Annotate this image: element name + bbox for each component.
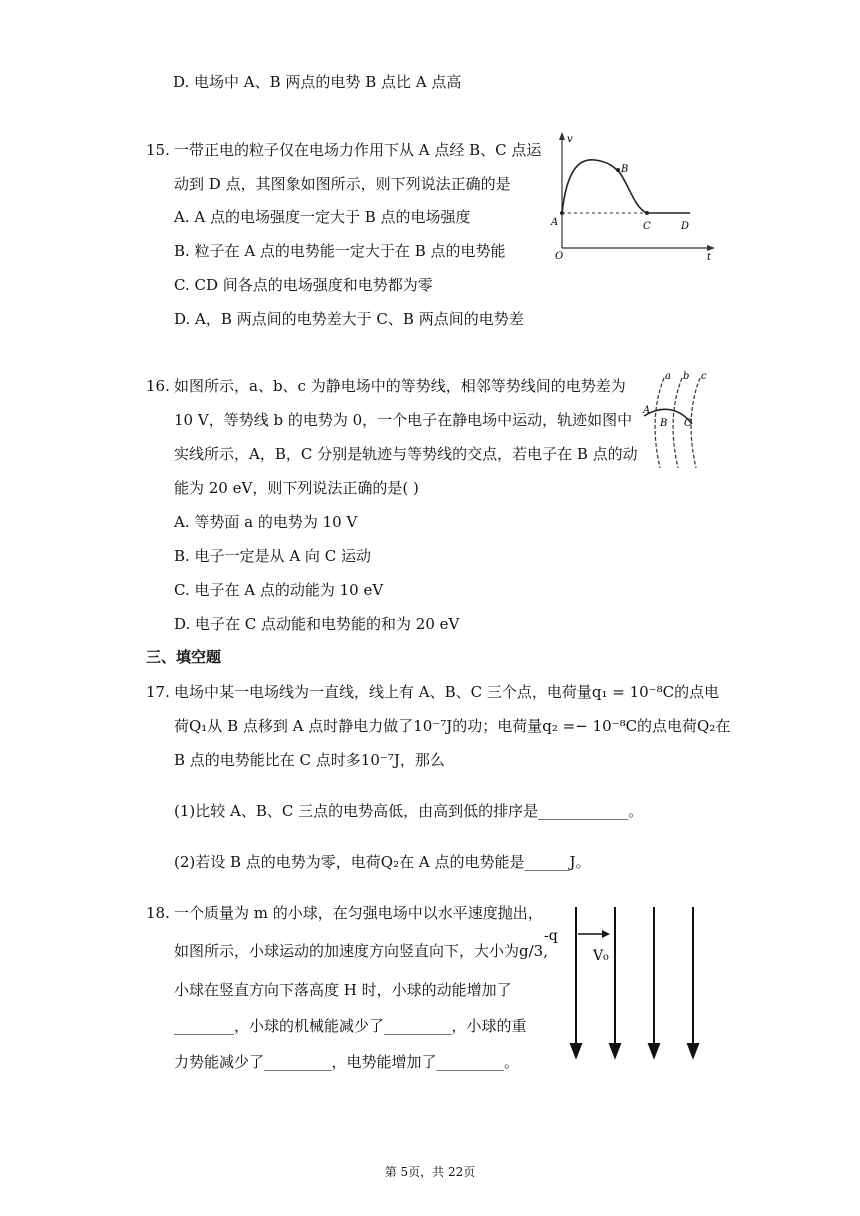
q16-line-b: [673, 378, 682, 468]
q16-line-c: [691, 378, 700, 468]
q17-stem-line-2: 荷Q₁从 B 点移到 A 点时静电力做了10⁻⁷J的功；电荷量q₂ =− 10⁻⁸C的点电荷Q₂在: [174, 717, 731, 735]
q18-stem-line-5: 力势能减少了_________，电势能增加了_________。: [174, 1053, 520, 1071]
q16-point-c: C: [684, 418, 692, 429]
q15-point-c: [645, 211, 649, 215]
q16-label-a-line: a: [665, 371, 671, 382]
q16-equipotential-figure: [640, 368, 715, 473]
q15-axis-t-label: t: [707, 252, 712, 263]
q17-number: 17.: [146, 683, 170, 701]
q15-axis-v-label: v: [567, 134, 573, 145]
q15-point-b: [616, 168, 620, 172]
q16-option-a: A. 等势面 a 的电势为 10 V: [174, 513, 358, 531]
q15-option-c: C. CD 间各点的电场强度和电势都为零: [174, 276, 433, 294]
q16-label-c-line: c: [701, 371, 707, 382]
q17-stem-line-3: B 点的电势能比在 C 点时多10⁻⁷J，那么: [174, 751, 445, 769]
q18-stem-line-2: 如图所示，小球运动的加速度方向竖直向下，大小为g/3,: [174, 942, 548, 960]
q15-number: 15.: [146, 141, 170, 159]
q16-point-a: A: [643, 405, 651, 416]
q15-stem-line-1: 一带正电的粒子仅在电场力作用下从 A 点经 B、C 点运: [174, 141, 542, 159]
q15-option-a: A. A 点的电场强度一定大于 B 点的电场强度: [174, 208, 471, 226]
q15-label-d: D: [681, 221, 690, 232]
q15-option-d: D. A，B 两点间的电势差大于 C、B 两点间的电势差: [174, 310, 524, 328]
q18-charge-label: -q: [544, 928, 558, 944]
q16-option-c: C. 电子在 A 点的动能为 10 eV: [174, 581, 384, 599]
q16-stem-line-1: 如图所示，a、b、c 为静电场中的等势线，相邻等势线间的电势差为: [174, 377, 626, 395]
q16-stem-line-2: 10 V，等势线 b 的电势为 0，一个电子在静电场中运动，轨迹如图中: [174, 411, 633, 429]
section-title-fill-in: 三、填空题: [146, 648, 222, 666]
q14-option-d: D. 电场中 A、B 两点的电势 B 点比 A 点高: [173, 73, 462, 91]
page-footer: 第 5页，共 22页: [384, 1165, 476, 1179]
q16-number: 16.: [146, 377, 170, 395]
q17-stem-line-1: 电场中某一电场线为一直线，线上有 A、B、C 三个点，电荷量q₁ = 10⁻⁸C的点电: [174, 683, 720, 701]
q16-label-b-line: b: [683, 371, 690, 382]
q18-field-figure: [538, 905, 708, 1065]
q16-option-b: B. 电子一定是从 A 向 C 运动: [174, 547, 371, 565]
q17-sub-question-1: (1)比较 A、B、C 三点的电势高低，由高到低的排序是____________。: [174, 802, 644, 820]
q16-point-b: B: [660, 418, 668, 429]
q15-vt-graph: [545, 128, 720, 263]
q16-stem-line-4: 能为 20 eV，则下列说法正确的是( ): [174, 479, 419, 497]
q18-stem-line-1: 一个质量为 m 的小球，在匀强电场中以水平速度抛出，: [174, 904, 543, 922]
q16-option-d: D. 电子在 C 点动能和电势能的和为 20 eV: [174, 615, 460, 633]
q15-stem-line-2: 动到 D 点，其图象如图所示，则下列说法正确的是: [174, 175, 511, 193]
q15-option-b: B. 粒子在 A 点的电势能一定大于在 B 点的电势能: [174, 242, 506, 260]
q17-sub-question-2: (2)若设 B 点的电势为零，电荷Q₂在 A 点的电势能是______J。: [174, 853, 591, 871]
q15-label-a: A: [551, 217, 559, 228]
q18-velocity-label: V₀: [593, 948, 609, 964]
q15-label-b: B: [621, 164, 629, 175]
q18-stem-line-4: ________，小球的机械能减少了_________，小球的重: [174, 1017, 527, 1035]
q16-stem-line-3: 实线所示，A，B，C 分别是轨迹与等势线的交点，若电子在 B 点的动: [174, 445, 638, 463]
q15-label-c: C: [643, 221, 651, 232]
q15-origin-label: O: [555, 251, 564, 262]
q15-point-a: [560, 211, 564, 215]
q18-number: 18.: [146, 904, 170, 922]
q18-stem-line-3: 小球在竖直方向下落高度 H 时，小球的动能增加了: [174, 981, 512, 999]
